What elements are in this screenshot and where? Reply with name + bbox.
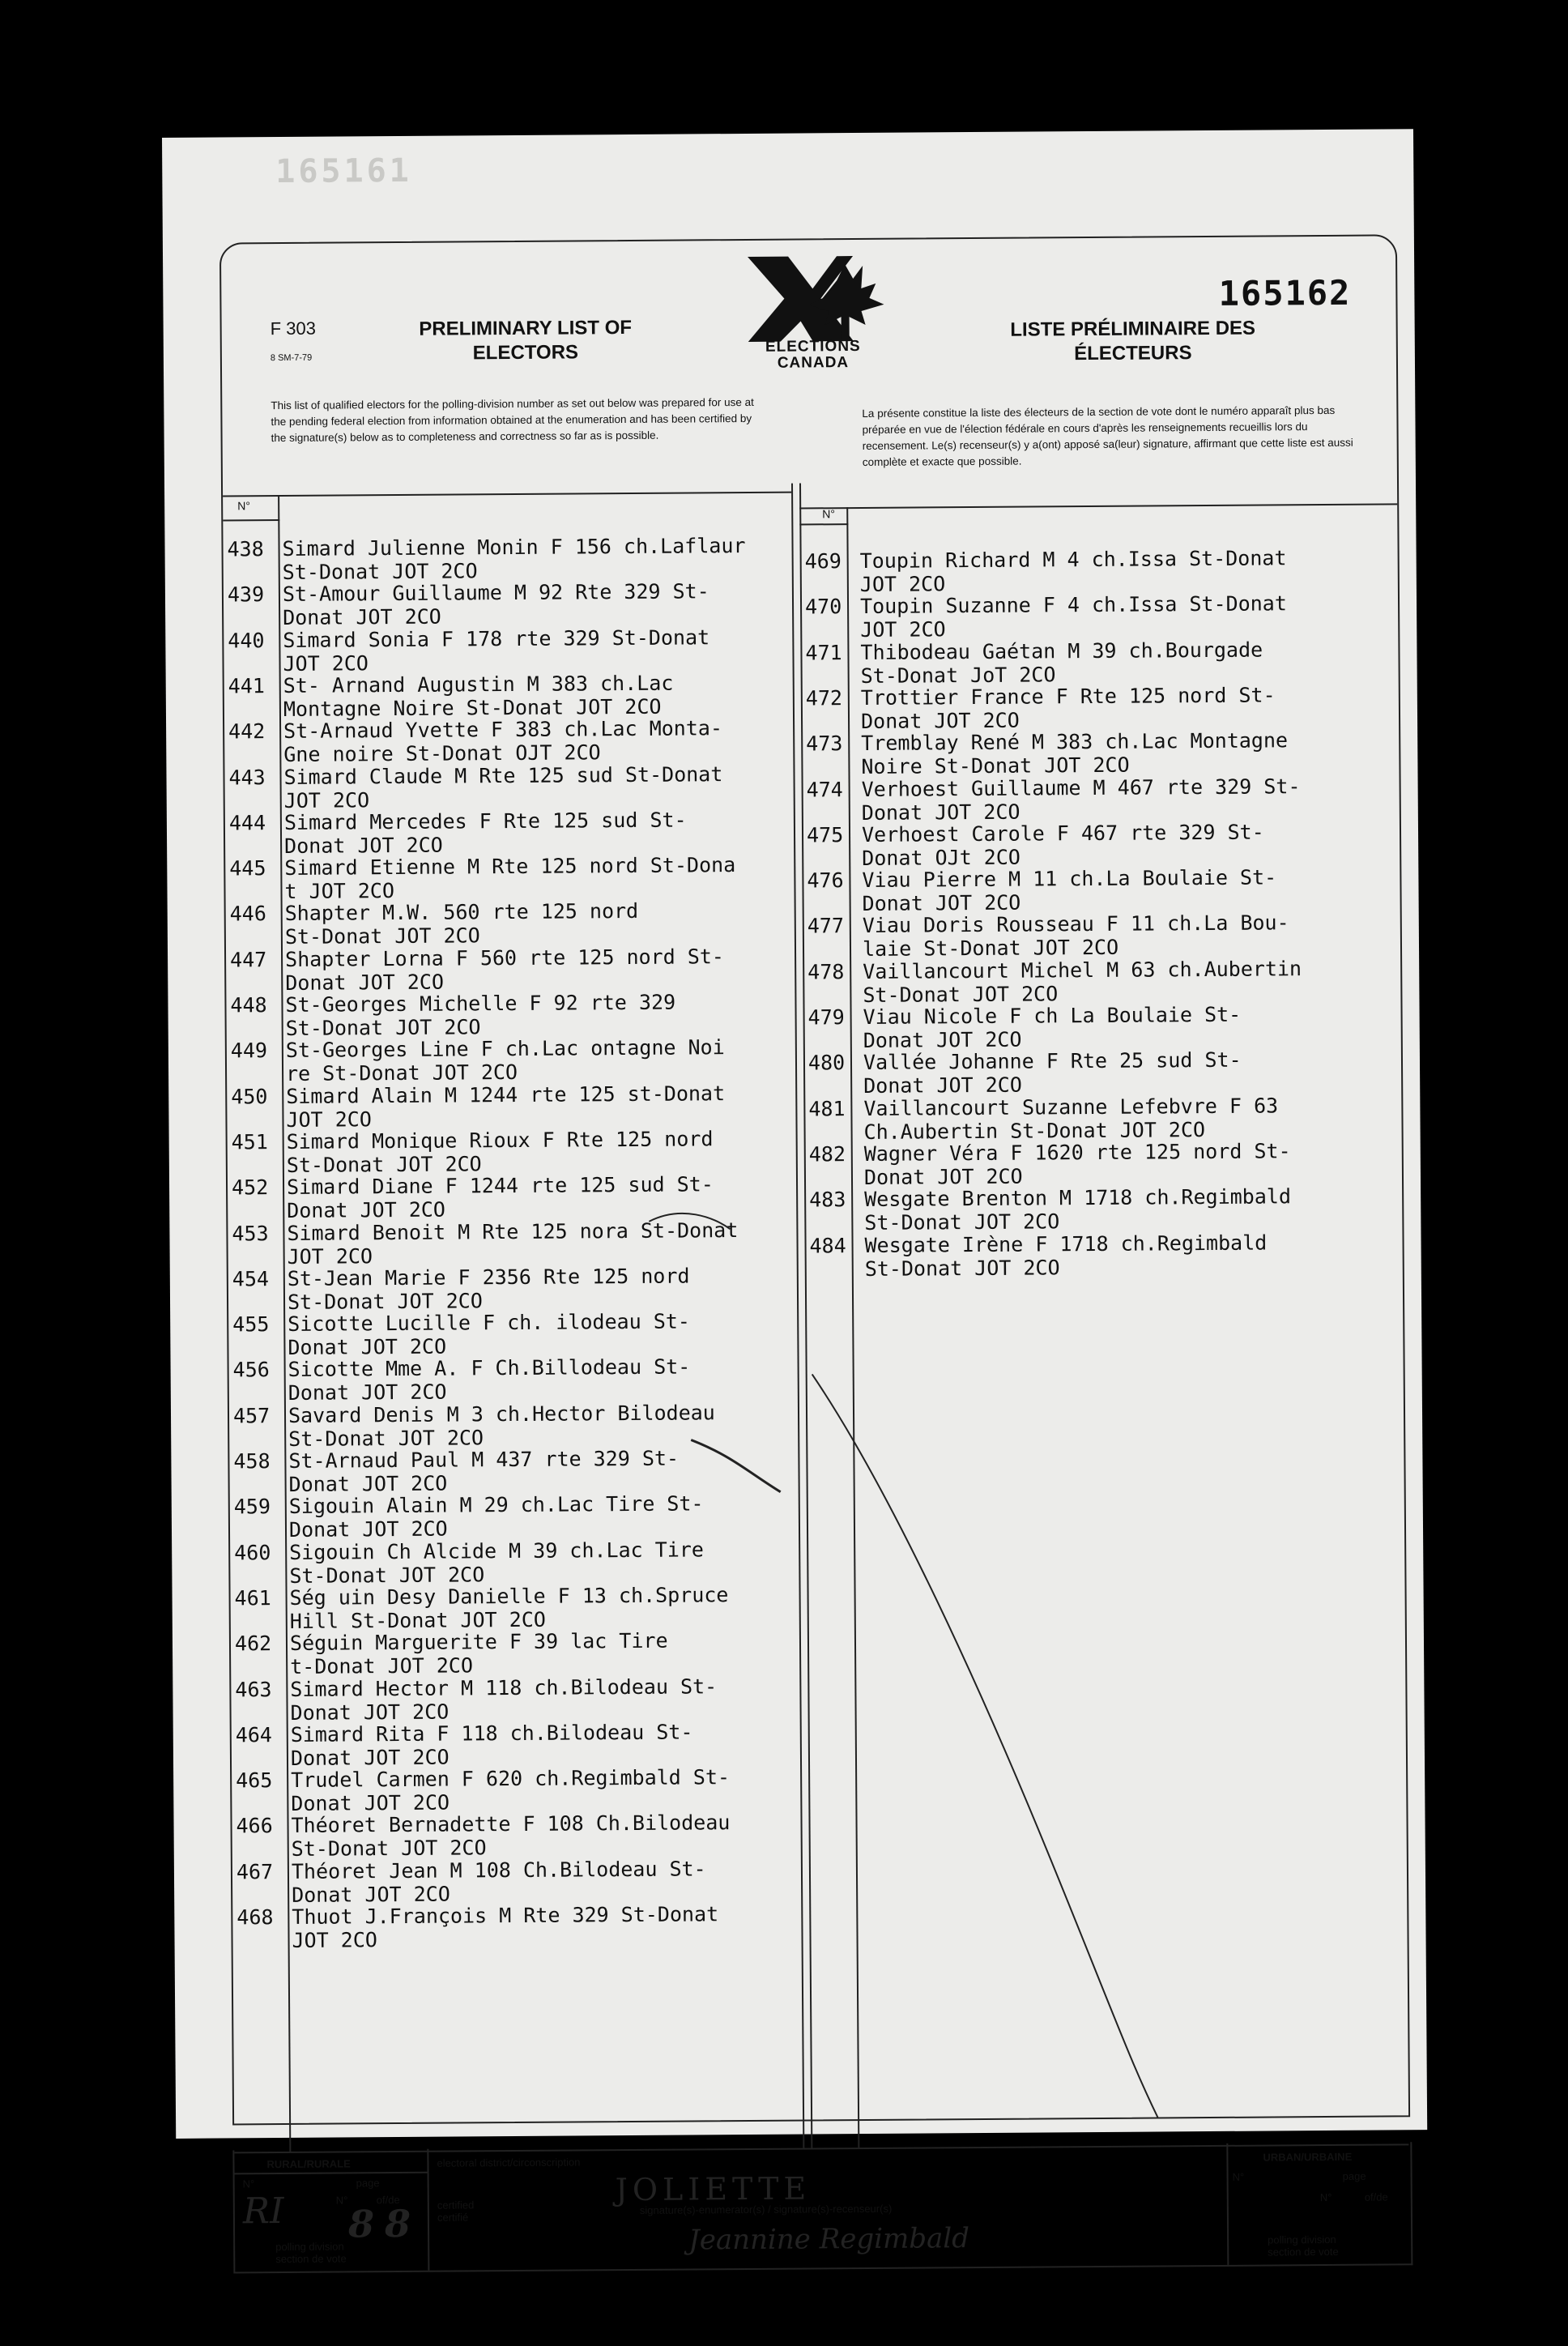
- elector-line-2: St-Donat JOT 2CO: [863, 981, 1059, 1007]
- elector-line-1: Simard Benoit M Rte 125 nora St-Donat: [287, 1218, 739, 1245]
- elector-line-1: St-Amour Guillaume M 92 Rte 329 St-: [282, 579, 709, 607]
- elector-number: 459: [233, 1495, 271, 1519]
- elector-number: 483: [809, 1188, 846, 1212]
- elector-number: 473: [806, 732, 843, 756]
- elector-line-2: Donat JOT 2CO: [288, 1334, 447, 1360]
- elector-number: 477: [807, 914, 845, 938]
- elector-line-2: JOT 2CO: [292, 1928, 377, 1952]
- elector-number: 453: [232, 1221, 269, 1245]
- elector-line-2: St-Donat JOT 2CO: [286, 1152, 482, 1177]
- elector-line-1: Trottier France F Rte 125 nord St-: [860, 683, 1276, 710]
- urban-polling-label-en: polling division: [1268, 2233, 1336, 2246]
- elector-line-1: Théoret Bernadette F 108 Ch.Bilodeau: [291, 1811, 731, 1838]
- elector-line-1: Thuot J.François M Rte 329 St-Donat: [292, 1902, 719, 1929]
- elector-line-2: St-Donat JOT 2CO: [289, 1562, 485, 1588]
- elector-line-2: St-Donat JOT 2CO: [864, 1255, 1060, 1281]
- rural-page-no-label: N°: [335, 2194, 348, 2207]
- elector-number: 479: [807, 1005, 845, 1030]
- elector-number: 442: [228, 719, 266, 744]
- elector-line-1: Simard Claude M Rte 125 sud St-Donat: [283, 761, 723, 789]
- elector-number: 450: [231, 1084, 268, 1109]
- elector-line-2: JOT 2CO: [859, 572, 946, 596]
- footer-divider-2: [1226, 2143, 1229, 2265]
- elector-number: 447: [229, 947, 267, 972]
- elector-line-1: Sicotte Lucille F ch. ilodeau St-: [288, 1309, 691, 1337]
- elector-line-1: Wagner Véra F 1620 rte 125 nord St-: [863, 1139, 1291, 1166]
- elector-line-1: Sicotte Mme A. F Ch.Billodeau St-: [288, 1354, 691, 1382]
- elector-line-1: Vaillancourt Michel M 63 ch.Aubertin: [863, 956, 1302, 983]
- elector-number: 439: [227, 582, 265, 607]
- elector-number: 444: [228, 810, 266, 835]
- rural-page-number: 8: [347, 2202, 375, 2246]
- elector-number: 446: [229, 902, 266, 926]
- rural-polling-label-en: polling division: [275, 2240, 344, 2254]
- elector-number: 454: [232, 1266, 270, 1291]
- elector-number: 468: [236, 1905, 274, 1930]
- elector-number: 451: [231, 1130, 268, 1154]
- elector-line-1: Savard Denis M 3 ch.Hector Bilodeau: [288, 1400, 715, 1427]
- elector-line-1: Simard Etienne M Rte 125 nord St-Dona: [284, 853, 736, 881]
- elector-line-2: t JOT 2CO: [284, 879, 395, 904]
- elector-line-1: Sigouin Alain M 29 ch.Lac Tire St-: [288, 1491, 704, 1519]
- title-english: PRELIMINARY LIST OF ELECTORS: [419, 316, 633, 365]
- urban-polling-label-fr: section de vote: [1268, 2245, 1339, 2259]
- elector-line-1: Simard Monique Rioux F Rte 125 nord: [286, 1127, 714, 1154]
- elector-line-2: Hill St-Donat JOT 2CO: [289, 1607, 546, 1633]
- elector-number: 469: [804, 549, 842, 574]
- elector-line-2: Donat JOT 2CO: [861, 800, 1020, 825]
- elector-line-2: St-Donat JOT 2CO: [288, 1425, 484, 1451]
- elector-line-2: JOT 2CO: [283, 787, 370, 813]
- elector-line-1: St-Georges Line F ch.Lac ontagne Noi: [285, 1035, 725, 1063]
- elector-number: 445: [229, 856, 266, 881]
- district-label: electoral district/circonscription: [437, 2156, 581, 2169]
- form-date-code: 8 SM-7-79: [270, 352, 313, 364]
- elector-number: 476: [807, 868, 844, 893]
- elector-number: 465: [236, 1768, 273, 1793]
- elector-number: 458: [233, 1449, 271, 1474]
- elector-line-2: Donat JOT 2CO: [291, 1790, 450, 1816]
- footer-divider-1: [427, 2149, 429, 2271]
- elector-line-1: Vallée Johanne F Rte 25 sud St-: [863, 1048, 1242, 1075]
- elector-number: 448: [230, 993, 267, 1017]
- elector-line-2: St-Donat JOT 2CO: [291, 1836, 487, 1862]
- elector-line-1: Viau Doris Rousseau F 11 ch.La Bou-: [862, 911, 1289, 938]
- footer-panel: [232, 2142, 1412, 2273]
- elector-number: 484: [809, 1233, 846, 1257]
- elector-line-1: Shapter M.W. 560 rte 125 nord: [284, 899, 639, 926]
- elector-line-1: St-Arnaud Paul M 437 rte 329 St-: [288, 1446, 680, 1473]
- elector-line-1: Tremblay René M 383 ch.Lac Montagne: [861, 728, 1289, 756]
- urban-page-label: page: [1342, 2169, 1366, 2182]
- elector-line-2: Donat JOT 2CO: [284, 833, 443, 858]
- elector-number: 457: [232, 1403, 271, 1428]
- signature-label: signature(s)-enumerator(s) / signature(s)-recenseur(s): [639, 2202, 893, 2216]
- rural-polling-number: RI: [242, 2190, 284, 2233]
- rural-page-label: page: [356, 2177, 380, 2190]
- rural-polling-label-fr: section de vote: [275, 2252, 347, 2266]
- elector-line-1: Verhoest Carole F 467 rte 329 St-: [861, 820, 1264, 847]
- elector-line-1: St-Georges Michelle F 92 rte 329: [285, 990, 676, 1017]
- elector-line-1: Toupin Suzanne F 4 ch.Issa St-Donat: [859, 591, 1287, 619]
- elector-line-2: St-Donat JOT 2CO: [287, 1289, 483, 1314]
- intro-english: This list of qualified electors for the polling-division number as set out below was prepared for use at the pending federal election from information obtained at the enumeration and has been certified by the signature(s) below as to completeness and correctness so far as is possible.: [271, 395, 754, 445]
- elector-line-1: Simard Hector M 118 ch.Bilodeau St-: [290, 1674, 718, 1701]
- elector-number: 466: [236, 1814, 273, 1838]
- rural-of-label: of/de: [376, 2194, 400, 2207]
- elector-line-1: Simard Julienne Monin F 156 ch.Laflaur: [282, 533, 746, 561]
- elector-number: 455: [232, 1312, 270, 1337]
- form-frame: [219, 234, 1410, 2125]
- elector-line-2: St-Donat JOT 2CO: [864, 1209, 1060, 1235]
- elector-line-2: St-Donat JOT 2CO: [285, 1015, 481, 1040]
- rural-no-label: N°: [242, 2178, 255, 2190]
- elector-line-2: Donat JOT 2CO: [290, 1745, 450, 1770]
- elector-line-1: Wesgate Irène F 1718 ch.Regimbald: [864, 1231, 1268, 1257]
- rural-page-total: 8: [384, 2201, 411, 2246]
- elector-line-2: JOT 2CO: [287, 1243, 373, 1269]
- elector-line-1: Simard Rita F 118 ch.Bilodeau St-: [290, 1720, 693, 1747]
- elector-number: 456: [232, 1358, 270, 1382]
- elector-line-1: Vaillancourt Suzanne Lefebvre F 63: [863, 1094, 1279, 1120]
- elector-number: 463: [235, 1677, 272, 1701]
- urban-of-label: of/de: [1364, 2190, 1388, 2203]
- elector-line-2: St-Donat JOT 2CO: [282, 559, 478, 584]
- left-column-number-header: N°: [237, 499, 250, 513]
- district-value: JOLIETTE: [615, 2170, 812, 2208]
- elector-line-2: JOT 2CO: [286, 1107, 372, 1132]
- elector-number: 452: [231, 1175, 269, 1200]
- rural-rule: [235, 2172, 428, 2175]
- elector-line-2: JOT 2CO: [283, 650, 369, 676]
- elector-line-1: Simard Mercedes F Rte 125 sud St-: [283, 808, 687, 834]
- enumerator-signature: Jeannine Regimbald: [688, 2222, 970, 2257]
- elector-line-1: Shapter Lorna F 560 rte 125 nord St-: [284, 944, 725, 971]
- rural-label: RURAL/RURALE: [266, 2157, 351, 2171]
- elector-number: 441: [228, 674, 265, 698]
- urban-label: URBAN/URBAINE: [1263, 2150, 1353, 2164]
- elector-line-1: Théoret Jean M 108 Ch.Bilodeau St-: [291, 1857, 706, 1883]
- elector-line-2: Montagne Noire St-Donat JOT 2CO: [283, 694, 662, 721]
- elector-line-2: Donat JOT 2CO: [862, 890, 1021, 916]
- elector-line-1: Simard Alain M 1244 rte 125 st-Donat: [286, 1081, 726, 1108]
- elector-number: 478: [807, 959, 845, 984]
- elector-line-2: Gne noire St-Donat OJT 2CO: [283, 740, 601, 767]
- right-column-number-header: N°: [822, 507, 836, 521]
- elector-line-1: Ség uin Desy Danielle F 13 ch.Spruce: [289, 1583, 729, 1610]
- elector-number: 462: [234, 1632, 272, 1656]
- elector-number: 474: [806, 777, 843, 801]
- elector-line-1: Trudel Carmen F 620 ch.Regimbald St-: [291, 1765, 731, 1793]
- elector-line-2: St-Donat JOT 2CO: [284, 923, 480, 949]
- elector-line-1: Thibodeau Gaétan M 39 ch.Bourgade: [860, 638, 1263, 664]
- elector-line-1: Viau Pierre M 11 ch.La Boulaie St-: [862, 865, 1277, 893]
- elector-number: 481: [808, 1096, 846, 1121]
- elector-line-2: Ch.Aubertin St-Donat JOT 2CO: [863, 1117, 1206, 1144]
- elector-line-2: Noire St-Donat JOT 2CO: [861, 753, 1130, 779]
- elector-number: 467: [236, 1859, 274, 1884]
- elector-line-2: t-Donat JOT 2CO: [290, 1653, 474, 1679]
- elector-line-2: Donat JOT 2CO: [863, 1164, 1023, 1189]
- diagonal-cancel-line: [221, 236, 1408, 2123]
- elector-line-2: laie St-Donat JOT 2CO: [862, 936, 1119, 962]
- serial-number: 165162: [1218, 272, 1352, 314]
- logo-text-elections: ELECTIONS: [765, 337, 861, 356]
- elector-line-1: Wesgate Brenton M 1718 ch.Regimbald: [864, 1184, 1292, 1212]
- elector-line-1: Viau Nicole F ch La Boulaie St-: [863, 1002, 1242, 1029]
- intro-french: La présente constitue la liste des électeurs de la section de vote dont le numéro apparaît plus bas préparée en vue de l'élection fédérale en cours d'après les renseignements recueillis lors du recensement. Le(s) recenseur(s) y a(ont) apposé sa(leur) signature, affirmant que cette liste est aussi complète et exacte que possible.: [862, 403, 1353, 468]
- elector-number: 470: [804, 595, 842, 619]
- elector-number: 461: [234, 1585, 271, 1610]
- elector-number: 475: [806, 822, 844, 847]
- logo-text-canada: CANADA: [777, 354, 850, 372]
- elector-line-1: Simard Sonia F 178 rte 329 St-Donat: [283, 625, 710, 652]
- form-number: F 303: [270, 318, 316, 339]
- elector-line-2: Donat JOT 2CO: [863, 1027, 1022, 1052]
- elector-line-2: Donat JOT 2CO: [292, 1882, 450, 1907]
- elector-number: 460: [234, 1540, 271, 1565]
- elector-number: 464: [235, 1722, 273, 1747]
- elector-number: 482: [808, 1142, 846, 1167]
- elector-line-2: Donat JOT 2CO: [288, 1516, 448, 1542]
- elector-line-1: St- Arnand Augustin M 383 ch.Lac: [283, 671, 674, 697]
- elector-line-2: Donat JOT 2CO: [863, 1073, 1022, 1098]
- elector-number: 471: [805, 640, 842, 665]
- ghost-serial-number: 165161: [275, 151, 412, 191]
- certified-label-fr: certifié: [437, 2211, 469, 2224]
- elector-line-2: Donat JOT 2CO: [287, 1197, 446, 1223]
- elector-line-1: Séguin Marguerite F 39 lac Tire: [289, 1628, 668, 1656]
- elector-number: 449: [230, 1039, 268, 1063]
- elector-line-1: Toupin Richard M 4 ch.Issa St-Donat: [859, 546, 1287, 573]
- elector-line-2: Donat JOT 2CO: [288, 1380, 447, 1405]
- certified-label-en: certified: [437, 2199, 475, 2212]
- elector-number: 443: [228, 765, 266, 789]
- elector-number: 440: [228, 628, 265, 653]
- title-french: LISTE PRÉLIMINAIRE DES ÉLECTEURS: [1010, 317, 1256, 365]
- urban-no-label: N°: [1232, 2170, 1245, 2183]
- elector-number: 480: [807, 1051, 846, 1075]
- elector-line-2: St-Donat JoT 2CO: [860, 662, 1056, 688]
- elector-line-1: Sigouin Ch Alcide M 39 ch.Lac Tire: [289, 1537, 705, 1564]
- elector-line-2: Donat JOT 2CO: [860, 708, 1020, 733]
- elector-line-1: St-Jean Marie F 2356 Rte 125 nord: [287, 1264, 690, 1290]
- elector-line-2: Donat OJt 2CO: [862, 845, 1020, 870]
- elector-line-2: Donat JOT 2CO: [288, 1471, 448, 1496]
- elector-line-2: JOT 2CO: [860, 617, 946, 642]
- elector-line-1: St-Arnaud Yvette F 383 ch.Lac Monta-: [283, 716, 723, 744]
- elector-line-2: Donat JOT 2CO: [285, 970, 445, 995]
- document-sheet: [162, 129, 1427, 2266]
- elector-line-1: Simard Diane F 1244 rte 125 sud St-: [286, 1172, 714, 1200]
- elector-number: 438: [227, 537, 264, 561]
- elector-number: 472: [805, 686, 843, 710]
- elector-line-2: Donat JOT 2CO: [290, 1700, 450, 1725]
- elector-line-2: re St-Donat JOT 2CO: [285, 1060, 518, 1086]
- elector-line-1: Verhoest Guillaume M 467 rte 329 St-: [861, 774, 1301, 801]
- urban-page-no-label: N°: [1319, 2190, 1332, 2204]
- elector-line-2: Donat JOT 2CO: [283, 604, 441, 630]
